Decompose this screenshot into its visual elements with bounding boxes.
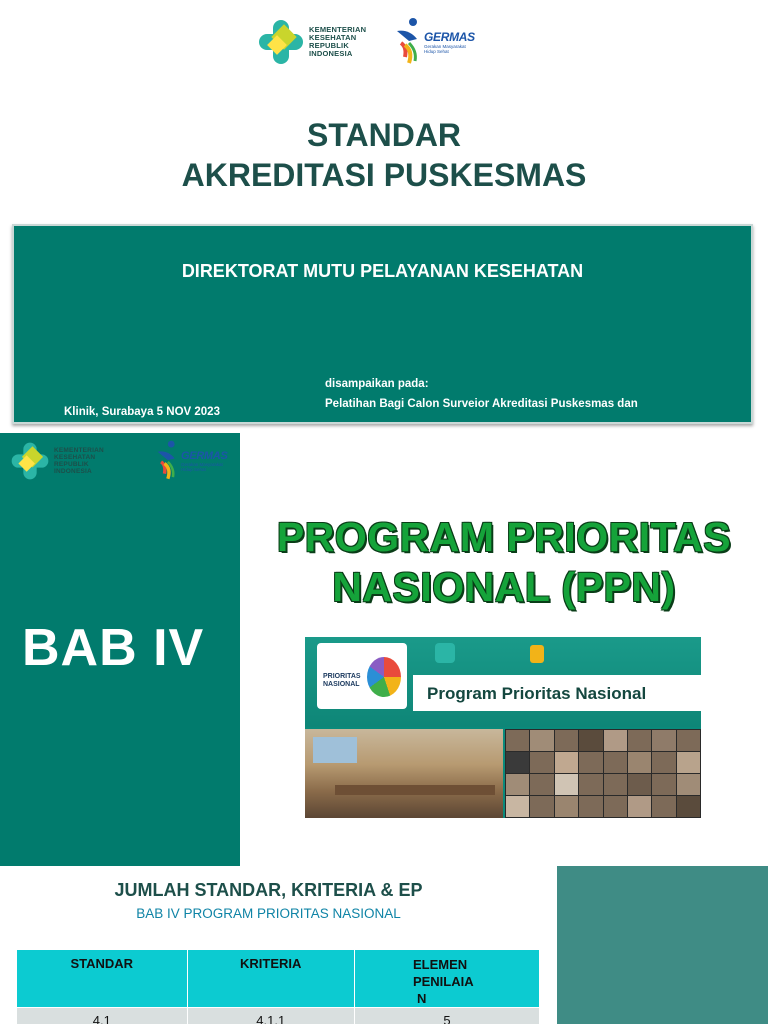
germas-title-small: GERMAS — [181, 450, 228, 462]
kemenkes-text-3: REPUBLIK — [309, 41, 349, 50]
promo-image — [305, 637, 701, 818]
standards-table — [16, 949, 540, 1024]
cell-ep-count: 5 — [354, 1008, 539, 1024]
promo-germas-icon — [530, 645, 544, 663]
cell-standar: 4.1 — [17, 1008, 188, 1024]
germas-title: GERMAS — [424, 30, 475, 44]
kemenkes-small-text-3: REPUBLIK — [54, 461, 89, 468]
kemenkes-logo-small — [10, 441, 104, 481]
video-call-grid — [505, 729, 701, 818]
ppn-title-line-2: NASIONAL (PPN) — [332, 564, 676, 610]
kemenkes-logo-icon — [10, 441, 50, 481]
kemenkes-small-text-4: INDONESIA — [54, 468, 92, 475]
bab-title: BAB IV — [22, 619, 205, 677]
promo-book-label-2: NASIONAL — [323, 681, 360, 688]
germas-sub-1: Gerakan Masyarakat — [424, 44, 466, 49]
location-date: Klinik, Surabaya 5 NOV 2023 — [64, 406, 220, 418]
germas-small-sub-1: Gerakan Masyarakat — [181, 462, 223, 467]
directorate-banner — [12, 224, 753, 424]
projector-screen — [313, 737, 357, 763]
slide-title-line-2: AKREDITASI PUSKESMAS — [181, 157, 587, 193]
germas-small-sub-2: Hidup Sehat — [181, 467, 206, 472]
kemenkes-small-text-2: KESEHATAN — [54, 454, 96, 461]
summary-subtitle: BAB IV PROGRAM PRIORITAS NASIONAL — [136, 906, 401, 921]
header-ep-line-2: PENILAIA — [412, 974, 474, 989]
promo-banner — [413, 675, 701, 711]
ppn-title — [240, 512, 768, 612]
slide-title — [0, 115, 768, 195]
header-elemen-penilaian — [354, 950, 539, 1008]
decorative-teal-block — [557, 866, 768, 1024]
kemenkes-logo — [257, 18, 366, 66]
presented-label: disampaikan pada: — [325, 378, 429, 390]
slide-title-line-1: STANDAR — [306, 117, 462, 153]
germas-logo-small — [156, 439, 227, 483]
promo-title: Program Prioritas Nasional — [427, 684, 647, 703]
promo-book-graphic — [367, 657, 401, 697]
header-ep-line-1: ELEMEN — [412, 957, 468, 972]
directorate-name: DIREKTORAT MUTU PELAYANAN KESEHATAN — [181, 261, 584, 281]
kemenkes-text-2: KESEHATAN — [309, 33, 357, 42]
kemenkes-text-1: KEMENTERIAN — [309, 25, 367, 34]
header-standar: STANDAR — [17, 950, 188, 1008]
kemenkes-small-text-1: KEMENTERIAN — [54, 447, 104, 454]
kemenkes-text-4: INDONESIA — [309, 49, 353, 58]
kemenkes-logo-icon — [257, 18, 305, 66]
germas-figure-icon — [395, 17, 421, 67]
promo-book-cover — [317, 643, 407, 709]
table-row — [17, 1008, 540, 1024]
cell-kriteria: 4.1.1 — [187, 1008, 354, 1024]
table-header-row — [17, 950, 540, 1008]
ppn-title-line-1: PROGRAM PRIORITAS — [276, 514, 732, 560]
header-kriteria: KRITERIA — [187, 950, 354, 1008]
header-ep-line-3: N — [416, 991, 427, 1006]
presented-event: Pelatihan Bagi Calon Surveior Akreditasi Puskesmas dan — [325, 398, 638, 410]
promo-book-label-1: PRIORITAS — [323, 673, 361, 680]
germas-logo — [395, 17, 475, 67]
germas-figure-icon — [156, 439, 178, 483]
promo-book-label — [323, 673, 361, 689]
summary-title: JUMLAH STANDAR, KRITERIA & EP — [114, 880, 423, 900]
presented-at — [325, 374, 638, 414]
meeting-table — [335, 785, 495, 795]
germas-sub-2: Hidup Sehat — [424, 49, 449, 54]
promo-kemenkes-icon — [435, 643, 455, 663]
meeting-room-photo — [305, 729, 503, 818]
